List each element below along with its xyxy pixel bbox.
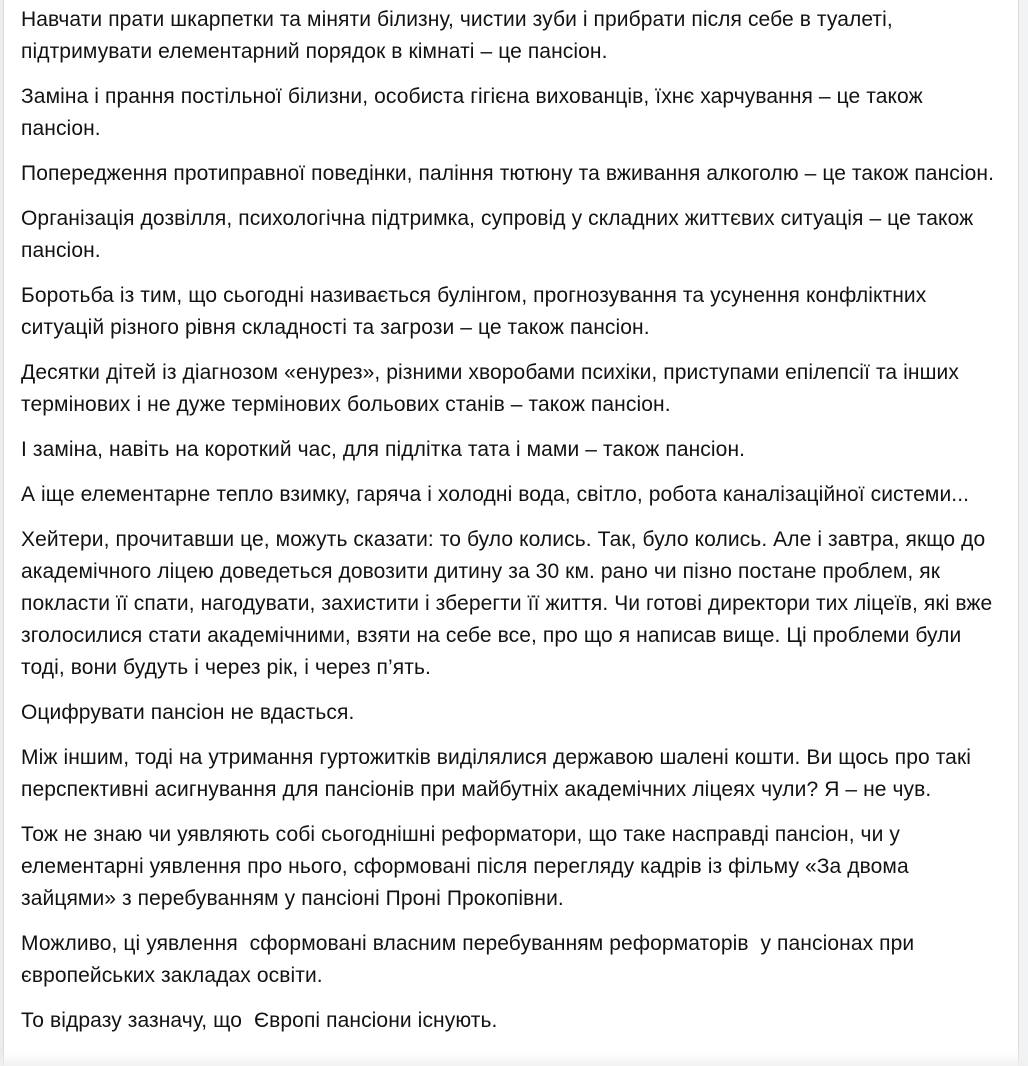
vertical-scrollbar-track[interactable]: [1018, 0, 1028, 1066]
paragraph: А іще елементарне тепло взимку, гаряча і холодні вода, світло, робота каналізаційної системи...: [21, 483, 970, 506]
paragraph: Оцифрувати пансіон не вдасться.: [21, 701, 355, 724]
paragraph: Боротьба із тим, що сьогодні називається булінгом, прогнозування та усунення конфліктних ситуацій різного рівня складності та загрози – це також пансіон.: [21, 284, 933, 339]
article-text-body: [21, 4, 1003, 1050]
left-edge-strip: [0, 0, 4, 1066]
paragraph: Десятки дітей із діагнозом «енурез», різними хворобами психіки, приступами епілепсії та інших термінових і не дуже термінових больових станів – також пансіон.: [21, 361, 965, 416]
paragraph: Можливо, ці уявлення сформовані власним перебуванням реформаторів у пансіонах при європейських закладах освіти.: [21, 932, 921, 987]
paragraph: Хейтери, прочитавши це, можуть сказати: то було колись. Так, було колись. Але і завтра, якщо до академічного ліцею доведеться довозити дитину за 30 км. рано чи пізно постане проблем, як покласти її спати, нагодувати, захистити і зберегти її життя. Чи готові директори тих ліцеїв, які вже зголосилися стати академічними, взяти на себе все, про що я написав вище. Ці проблеми були тоді, вони будуть і через рік, і через п’ять.: [21, 528, 999, 679]
page-bottom-fade: [0, 1052, 1028, 1066]
paragraph: І заміна, навіть на короткий час, для підлітка тата і мами – також пансіон.: [21, 438, 746, 461]
paragraph: Між іншим, тоді на утримання гуртожитків виділялися державою шалені кошти. Ви щось про такі перспективні асигнування для пансіонів при майбутніх академічних ліцеях чули? Я – не чув.: [21, 746, 977, 801]
paragraph: Заміна і прання постільної білизни, особиста гігієна вихованців, їхнє харчування – це також пансіон.: [21, 85, 929, 140]
paragraph: Тож не знаю чи уявляють собі сьогоднішні реформатори, що таке насправді пансіон, чи у елементарні уявлення про нього, сформовані після перегляду кадрів із фільму «За двома зайцями» з перебуванням у пансіоні Проні Прокопівни.: [21, 823, 915, 910]
paragraph: Попередження протиправної поведінки, паління тютюну та вживання алкоголю – це також пансіон.: [21, 162, 995, 185]
paragraph: То відразу зазначу, що Європі пансіони існують.: [21, 1009, 498, 1032]
paragraph: Навчати прати шкарпетки та міняти білизну, чистии зуби і прибрати після себе в туалеті, підтримувати елементарний порядок в кімнаті – це пансіон.: [21, 8, 899, 63]
paragraph: Організація дозвілля, психологічна підтримка, супровід у складних життєвих ситуація – це також пансіон.: [21, 207, 980, 262]
